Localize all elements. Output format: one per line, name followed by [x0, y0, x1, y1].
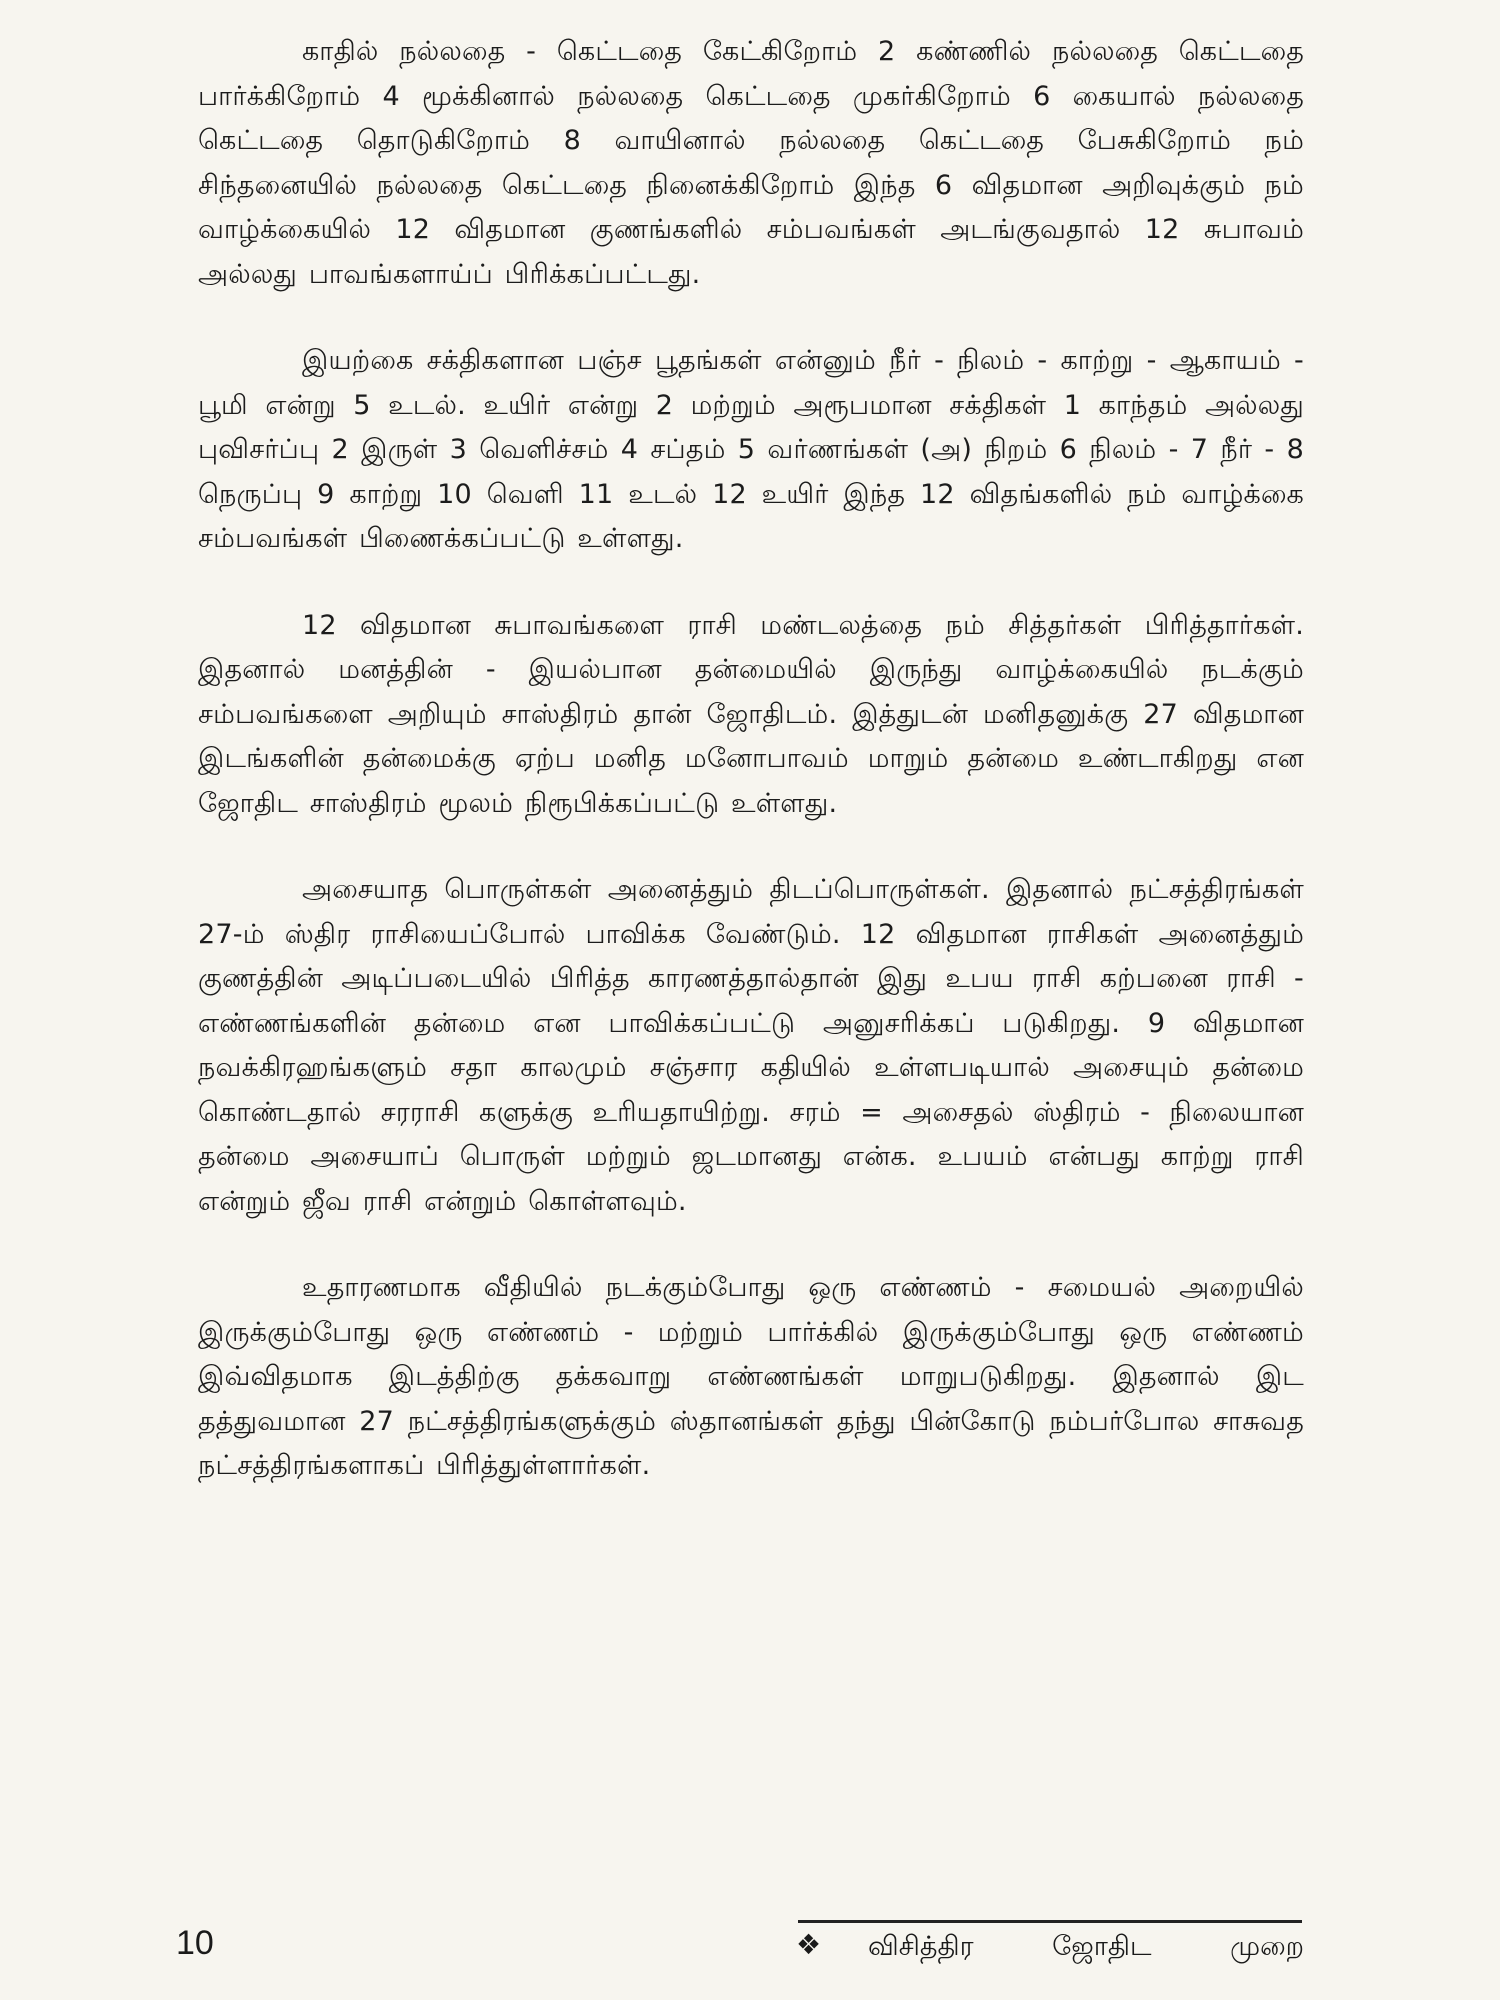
paragraph-2: இயற்கை சக்திகளான பஞ்ச பூதங்கள் என்னும் நீர் - நிலம் - காற்று - ஆகாயம் - பூமி என்று 5 உடல். உயிர் என்று 2 மற்றும் அரூபமான சக்திகள் 1 காந்தம் அல்லது புவிசர்ப்பு 2 இருள் 3 வெளிச்சம் 4 சப்தம் 5 வர்ணங்கள் (அ) நிறம் 6 நிலம் - 7 நீர் - 8 நெருப்பு 9 காற்று 10 வெளி 11 உடல் 12 உயிர் இந்த 12 விதங்களில் நம் வாழ்க்கை சம்பவங்கள் பிணைக்கப்பட்டு உள்ளது. — [198, 345, 1304, 554]
footer-rule — [798, 1920, 1302, 1923]
book-title: விசித்திர ஜோதிட முறை — [868, 1931, 1304, 1962]
paragraph-3: 12 விதமான சுபாவங்களை ராசி மண்டலத்தை நம் சித்தர்கள் பிரித்தார்கள். இதனால் மனத்தின் - இயல்பான தன்மையில் இருந்து வாழ்க்கையில் நடக்கும் சம்பவங்களை அறியும் சாஸ்திரம் தான் ஜோதிடம். இத்துடன் மனிதனுக்கு 27 விதமான இடங்களின் தன்மைக்கு ஏற்ப மனித மனோபாவம் மாறும் தன்மை உண்டாகிறது என ஜோதிட சாஸ்திரம் மூலம் நிரூபிக்கப்பட்டு உள்ளது. — [198, 609, 1304, 819]
paragraph-5: உதாரணமாக வீதியில் நடக்கும்போது ஒரு எண்ணம் - சமையல் அறையில் இருக்கும்போது ஒரு எண்ணம் - மற்றும் பார்க்கில் இருக்கும்போது ஒரு எண்ணம் இவ்விதமாக இடத்திற்கு தக்கவாறு எண்ணங்கள் மாறுபடுகிறது. இதனால் இட தத்துவமான 27 நட்சத்திரங்களுக்கும் ஸ்தானங்கள் தந்து பின்கோடு நம்பர்போல சாசுவத நட்சத்திரங்களாகப் பிரித்துள்ளார்கள். — [198, 1272, 1304, 1481]
diamond-ornament-icon: ❖ — [796, 1928, 822, 1961]
body-text — [198, 30, 1304, 1489]
paragraph-4: அசையாத பொருள்கள் அனைத்தும் திடப்பொருள்கள். இதனால் நட்சத்திரங்கள் 27-ம் ஸ்திர ராசியைப்போல் பாவிக்க வேண்டும். 12 விதமான ராசிகள் அனைத்தும் குணத்தின் அடிப்படையில் பிரித்த காரணத்தால்தான் இது உபய ராசி கற்பனை ராசி - எண்ணங்களின் தன்மை என பாவிக்கப்பட்டு அனுசரிக்கப் படுகிறது. 9 விதமான நவக்கிரஹங்களும் சதா காலமும் சஞ்சார கதியில் உள்ளபடியால் அசையும் தன்மை கொண்டதால் சரராசி களுக்கு உரியதாயிற்று. சரம் = அசைதல் ஸ்திரம் - நிலையான தன்மை அசையாப் பொருள் மற்றும் ஜடமானது என்க. உபயம் என்பது காற்று ராசி என்றும் ஜீவ ராசி என்றும் கொள்ளவும். — [198, 874, 1304, 1217]
paragraph-1: காதில் நல்லதை - கெட்டதை கேட்கிறோம் 2 கண்ணில் நல்லதை கெட்டதை பார்க்கிறோம் 4 மூக்கினால் நல்லதை கெட்டதை முகர்கிறோம் 6 கையால் நல்லதை கெட்டதை தொடுகிறோம் 8 வாயினால் நல்லதை கெட்டதை பேசுகிறோம் நம் சிந்தனையில் நல்லதை கெட்டதை நினைக்கிறோம் இந்த 6 விதமான அறிவுக்கும் நம் வாழ்க்கையில் 12 விதமான குணங்களில் சம்பவங்கள் அடங்குவதால் 12 சுபாவம் அல்லது பாவங்களாய்ப் பிரிக்கப்பட்டது. — [198, 36, 1304, 290]
page-number: 10 — [176, 1924, 214, 1962]
